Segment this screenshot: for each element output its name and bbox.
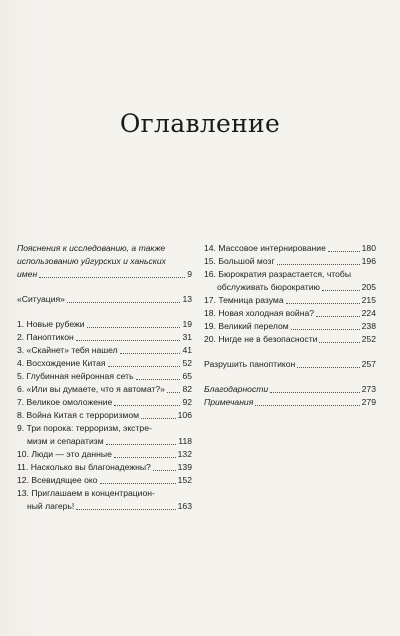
entry-label: Благодарности — [204, 384, 269, 394]
leader-dots — [141, 418, 176, 419]
page-number: 152 — [177, 475, 192, 485]
entry-label: 6. «Или вы думаете, что я автомат?» — [17, 384, 165, 394]
entry-label: 17. Темница разума — [204, 295, 284, 305]
entry-label: 19. Великий перелом — [204, 321, 289, 331]
page-number: 196 — [361, 256, 376, 266]
toc-entry — [204, 320, 376, 333]
page-number: 41 — [182, 345, 192, 355]
toc-entry — [17, 370, 192, 383]
leader-dots — [167, 392, 181, 393]
toc-entry — [17, 422, 192, 448]
page-number: 205 — [361, 282, 376, 292]
toc-entry — [17, 331, 192, 344]
entry-label: 20. Нигде не в безопасности — [204, 334, 318, 344]
entry-label: 18. Новая холодная война? — [204, 308, 315, 318]
leader-dots — [120, 353, 181, 354]
page-number: 180 — [361, 243, 376, 253]
toc-entry-situation — [17, 293, 192, 306]
entry-label: 2. Паноптикон — [17, 332, 74, 342]
page-number: 215 — [361, 295, 376, 305]
page-number: 238 — [361, 321, 376, 331]
entry-label: обслуживать бюрократию — [217, 282, 320, 292]
toc-left-column — [17, 242, 192, 513]
toc-entry — [17, 461, 192, 474]
toc-entry-destroy — [204, 358, 376, 371]
page-number: 31 — [182, 332, 192, 342]
page-number: 9 — [187, 269, 192, 279]
page-number: 82 — [182, 384, 192, 394]
leader-dots — [255, 405, 359, 406]
leader-dots — [319, 342, 359, 343]
page-number: 257 — [361, 359, 376, 369]
toc-right-column — [204, 242, 376, 409]
toc-entry-intro — [17, 242, 192, 281]
page-number: 52 — [182, 358, 192, 368]
entry-label: 7. Великое омоложение — [17, 397, 113, 407]
entry-label: 4. Восхождение Китая — [17, 358, 106, 368]
entry-label: 12. Всевидящее око — [17, 475, 98, 485]
toc-entry-notes — [204, 396, 376, 409]
entry-label: 8. Война Китая с терроризмом — [17, 410, 140, 420]
entry-label: 9. Три порока: терроризм, экстре- — [17, 423, 152, 433]
leader-dots — [270, 392, 359, 393]
toc-entry — [17, 448, 192, 461]
page-title: Оглавление — [119, 108, 281, 138]
leader-dots — [286, 303, 360, 304]
page-number: 106 — [177, 410, 192, 420]
page-number: 65 — [182, 371, 192, 381]
entry-label: 15. Большой мозг — [204, 256, 275, 266]
toc-entry — [17, 396, 192, 409]
page-number: 163 — [177, 501, 192, 511]
entry-label: 13. Приглашаем в концентрацион- — [17, 488, 155, 498]
page-number: 224 — [361, 308, 376, 318]
leader-dots — [87, 327, 181, 328]
intro-line-2: использованию уйгурских и ханьских — [17, 256, 166, 266]
toc-entry-thanks — [204, 383, 376, 396]
entry-label: ный лагерь! — [27, 501, 75, 511]
leader-dots — [100, 483, 176, 484]
intro-line-1: Пояснения к исследованию, а также — [17, 243, 166, 253]
leader-dots — [114, 405, 180, 406]
page-number: 118 — [178, 436, 192, 446]
entry-label: 10. Люди — это данные — [17, 449, 112, 459]
page-number: 19 — [182, 319, 192, 329]
entry-label: мизм и сепаратизм — [27, 436, 104, 446]
entry-label: 1. Новые рубежи — [17, 319, 85, 329]
toc-entry — [17, 318, 192, 331]
toc-entry — [17, 357, 192, 370]
leader-dots — [67, 302, 180, 303]
page-number: 252 — [361, 334, 376, 344]
toc-entry — [204, 307, 376, 320]
entry-label: 11. Насколько вы благонадежны? — [17, 462, 151, 472]
toc-entry — [204, 294, 376, 307]
leader-dots — [291, 329, 360, 330]
toc-entry — [204, 268, 376, 294]
page-number: 273 — [361, 384, 376, 394]
leader-dots — [106, 444, 177, 445]
leader-dots — [153, 470, 176, 471]
entry-label: 5. Глубинная нейронная сеть — [17, 371, 134, 381]
leader-dots — [328, 251, 360, 252]
intro-line-3: имен — [17, 269, 38, 279]
entry-label: 14. Массовое интернирование — [204, 243, 326, 253]
leader-dots — [114, 457, 176, 458]
toc-entry — [17, 474, 192, 487]
entry-label: Примечания — [204, 397, 254, 407]
leader-dots — [297, 367, 359, 368]
leader-dots — [136, 379, 181, 380]
leader-dots — [108, 366, 181, 367]
toc-entry — [17, 344, 192, 357]
leader-dots — [277, 264, 360, 265]
toc-entry — [17, 487, 192, 513]
toc-entry — [204, 255, 376, 268]
page-number: 132 — [177, 449, 192, 459]
entry-label: Разрушить паноптикон — [204, 359, 296, 369]
leader-dots — [76, 340, 181, 341]
toc-entry — [17, 409, 192, 422]
toc-entry — [204, 242, 376, 255]
leader-dots — [322, 290, 360, 291]
entry-label: 16. Бюрократия разрастается, чтобы — [204, 269, 352, 279]
page-number: 13 — [182, 294, 192, 304]
toc-entry — [204, 333, 376, 346]
leader-dots — [316, 316, 360, 317]
toc-entry — [17, 383, 192, 396]
page-number: 139 — [177, 462, 192, 472]
entry-label: «Ситуация» — [17, 294, 65, 304]
entry-label: 3. «Скайнет» тебя нашел — [17, 345, 118, 355]
leader-dots — [39, 277, 185, 278]
page-number: 92 — [182, 397, 192, 407]
leader-dots — [76, 509, 175, 510]
page-number: 279 — [361, 397, 376, 407]
